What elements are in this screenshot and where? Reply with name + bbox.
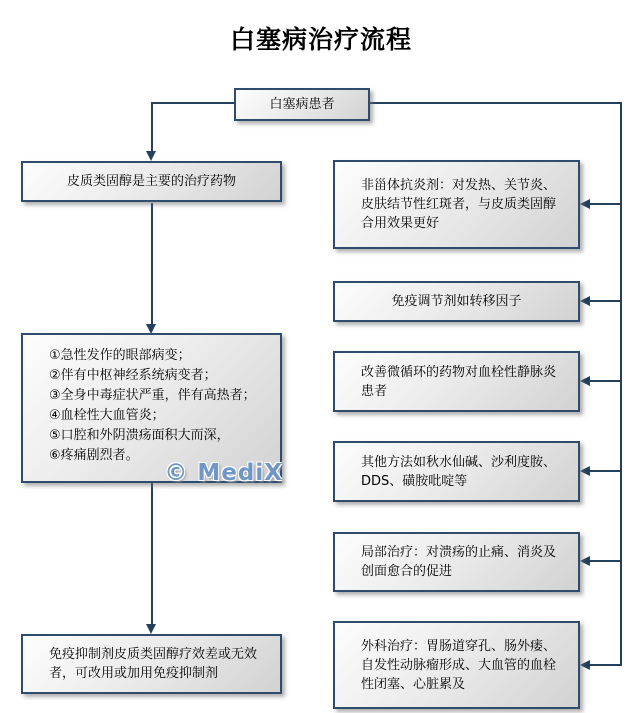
node-patient — [234, 88, 370, 121]
node-nsaid — [333, 160, 580, 249]
node-patient-label: 白塞病患者 — [269, 97, 335, 112]
node-local-treatment — [333, 532, 580, 592]
indication-line: ②伴有中枢神经系统病变者； — [49, 368, 217, 383]
arrow-left-icon — [580, 466, 590, 476]
node-corticosteroid-label: 皮质类固醇是主要的治疗药物 — [66, 174, 236, 189]
node-other-methods — [333, 441, 580, 502]
connector-patient-to-right — [370, 102, 622, 104]
page-title: 白塞病治疗流程 — [229, 25, 412, 54]
node-corticosteroid — [21, 161, 282, 202]
node-other-methods-label: 其他方法如秋水仙碱、沙利度胺、DDS、磺胺吡啶等 — [361, 454, 557, 489]
node-microcirculation-label: 改善微循环的药物对血栓性静脉炎患者 — [361, 364, 557, 399]
node-immunomodulator-label: 免疫调节剂如转移因子 — [391, 294, 522, 309]
node-indications — [21, 333, 283, 486]
connector-branch-surgical-treatment — [590, 664, 622, 666]
arrow-left-icon — [580, 296, 590, 306]
node-surgical-treatment — [333, 621, 580, 709]
node-nsaid-label: 非甾体抗炎剂：对发热、关节炎、皮肤结节性红斑者，与皮质类固醇合用效果更好 — [361, 178, 557, 231]
connector-branch-local-treatment — [590, 560, 622, 562]
arrow-left-icon — [580, 556, 590, 566]
arrow-down-icon — [146, 151, 156, 161]
connector-corticosteroid-to-indications — [151, 203, 153, 324]
connector-right-trunk — [620, 102, 622, 665]
indication-line: ③全身中毒症状严重，伴有高热者； — [49, 388, 256, 403]
arrow-left-icon — [580, 199, 590, 209]
connector-down-to-corticosteroid — [151, 102, 153, 151]
node-immunomodulator — [333, 281, 580, 322]
connector-branch-microcirculation — [590, 380, 622, 382]
indication-line: ⑤口腔和外阴溃疡面积大而深， — [49, 428, 230, 443]
node-microcirculation — [333, 351, 580, 412]
indication-line: ①急性发作的眼部病变； — [49, 348, 191, 363]
connector-branch-other-methods — [590, 470, 622, 472]
connector-patient-to-left — [152, 102, 234, 104]
node-surgical-treatment-label: 外科治疗：胃肠道穿孔、肠外瘘、自发性动脉瘤形成、大血管的血栓性闭塞、心脏累及 — [361, 638, 557, 692]
node-local-treatment-label: 局部治疗：对溃疡的止痛、消炎及创面愈合的促进 — [361, 545, 557, 579]
arrow-left-icon — [580, 376, 590, 386]
indication-line: ⑥疼痛剧烈者。 — [49, 448, 139, 463]
medix-watermark: © MediX — [164, 460, 283, 486]
arrow-down-icon — [146, 624, 156, 634]
arrow-left-icon — [580, 660, 590, 670]
node-immunosuppressant-label: 免疫抑制剂皮质类固醇疗效差或无效者，可改用或加用免疫抑制剂 — [49, 647, 258, 681]
connector-branch-immunomodulator — [590, 300, 622, 302]
connector-indications-to-immunosuppressant — [151, 483, 153, 624]
node-immunosuppressant — [21, 634, 282, 694]
indication-line: ④血栓性大血管炎； — [49, 408, 165, 423]
connector-branch-nsaid — [590, 203, 622, 205]
